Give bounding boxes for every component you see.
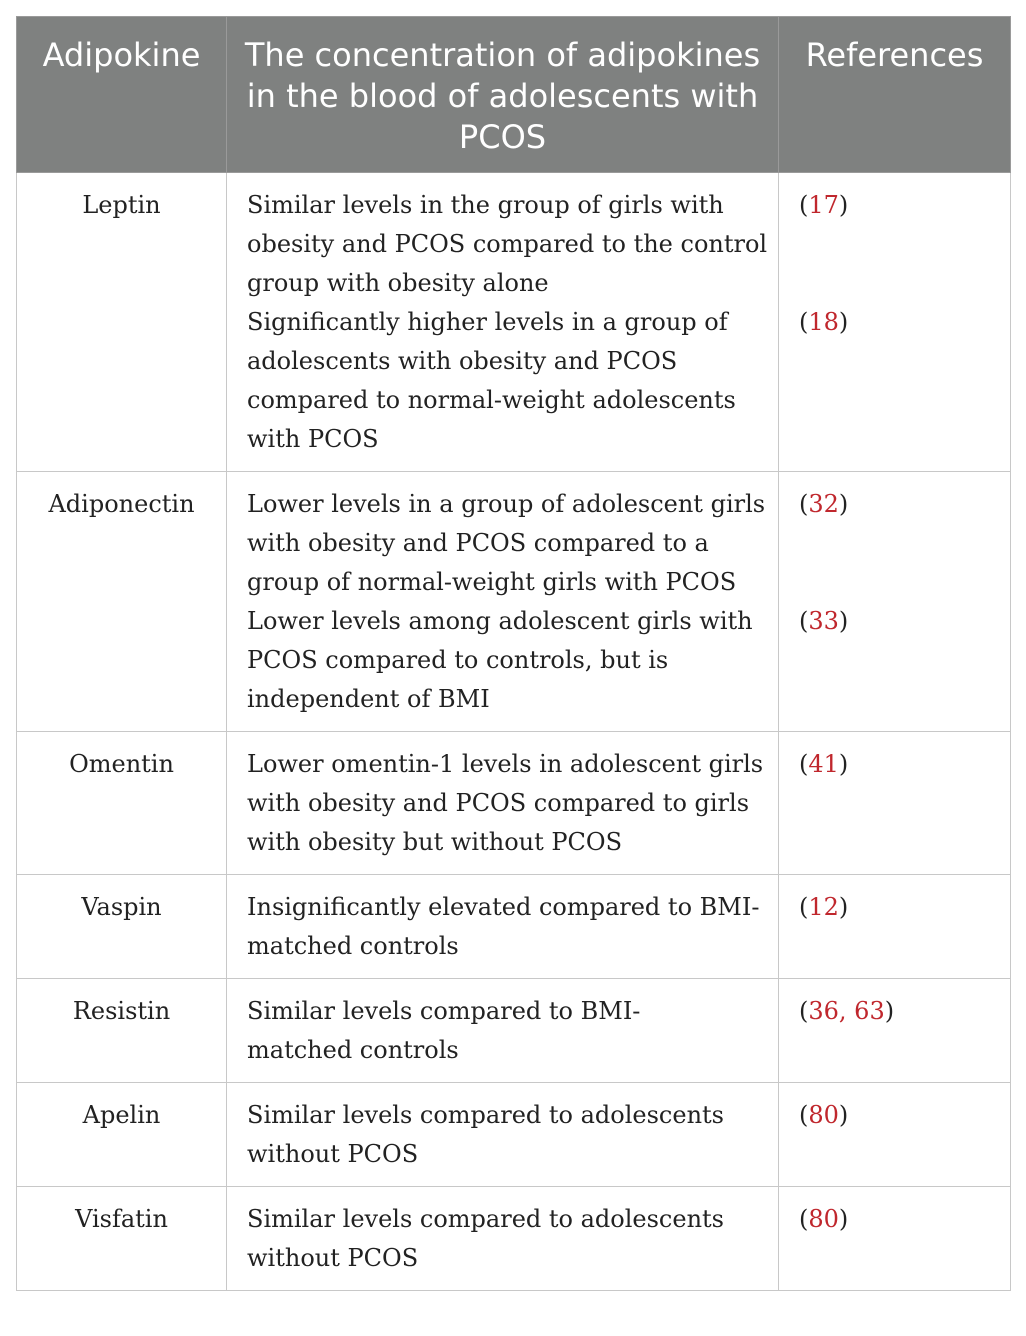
concentration-cell: [227, 875, 779, 979]
concentration-line: obesity and PCOS compared to the control: [247, 230, 768, 258]
reference-link[interactable]: 18: [808, 308, 839, 336]
reference-line: [799, 602, 1000, 641]
concentration-line: with obesity and PCOS compared to a: [247, 529, 709, 557]
adipokine-name: Leptin: [17, 173, 227, 472]
reference-link[interactable]: 80: [808, 1205, 839, 1233]
concentration-line: Lower omentin-1 levels in adolescent girls: [247, 750, 764, 778]
reference-line: [799, 992, 1000, 1031]
adipokine-name: Resistin: [17, 979, 227, 1083]
table-row: [17, 875, 1011, 979]
concentration-line: group of normal-weight girls with PCOS: [247, 568, 737, 596]
reference-line: [799, 381, 1000, 420]
concentration-line: with obesity and PCOS compared to girls: [247, 789, 750, 817]
header-concentration: The concentration of adipokines in the blood of adolescents with PCOS: [227, 17, 779, 173]
reference-link[interactable]: 32: [808, 490, 839, 518]
references-cell: [779, 732, 1011, 875]
reference-line: [799, 342, 1000, 381]
reference-line: [799, 1135, 1000, 1174]
reference-open-paren: (: [799, 1205, 809, 1233]
reference-line: [799, 823, 1000, 862]
concentration-cell: [227, 472, 779, 732]
concentration-line: independent of BMI: [247, 685, 490, 713]
concentration-cell: [227, 1083, 779, 1187]
references-cell: [779, 1187, 1011, 1291]
reference-close-paren: ): [838, 1101, 849, 1129]
reference-close-paren: ): [838, 490, 849, 518]
reference-line: [799, 524, 1000, 563]
concentration-line: Lower levels in a group of adolescent girls: [247, 490, 766, 518]
adipokine-table: [16, 16, 1011, 1291]
concentration-line: adolescents with obesity and PCOS: [247, 347, 678, 375]
adipokine-name: Vaspin: [17, 875, 227, 979]
references-cell: [779, 979, 1011, 1083]
concentration-line: without PCOS: [247, 1244, 419, 1272]
table-row: [17, 173, 1011, 472]
reference-line: [799, 641, 1000, 680]
reference-open-paren: (: [799, 607, 809, 635]
concentration-cell: [227, 173, 779, 472]
reference-link[interactable]: 12: [808, 893, 839, 921]
header-references: References: [779, 17, 1011, 173]
reference-close-paren: ): [838, 750, 849, 778]
concentration-cell: [227, 732, 779, 875]
references-cell: [779, 875, 1011, 979]
reference-open-paren: (: [799, 750, 809, 778]
concentration-line: Insignificantly elevated compared to BMI-: [247, 893, 760, 921]
reference-close-paren: ): [884, 997, 895, 1025]
concentration-cell: [227, 979, 779, 1083]
concentration-line: without PCOS: [247, 1140, 419, 1168]
reference-line: [799, 1031, 1000, 1070]
reference-link[interactable]: 36, 63: [808, 997, 885, 1025]
concentration-line: Lower levels among adolescent girls with: [247, 607, 753, 635]
reference-line: [799, 186, 1000, 225]
reference-link[interactable]: 33: [808, 607, 839, 635]
table-row: [17, 1187, 1011, 1291]
header-row: [17, 17, 1011, 173]
table-row: [17, 732, 1011, 875]
reference-link[interactable]: 17: [808, 191, 839, 219]
concentration-line: matched controls: [247, 932, 459, 960]
concentration-line: group with obesity alone: [247, 269, 549, 297]
concentration-line: compared to normal-weight adolescents: [247, 386, 736, 414]
reference-line: [799, 680, 1000, 719]
reference-link[interactable]: 41: [808, 750, 839, 778]
concentration-line: Similar levels compared to BMI-: [247, 997, 641, 1025]
concentration-line: Similar levels compared to adolescents: [247, 1205, 724, 1233]
reference-close-paren: ): [838, 893, 849, 921]
reference-open-paren: (: [799, 893, 809, 921]
reference-line: [799, 1200, 1000, 1239]
reference-open-paren: (: [799, 1101, 809, 1129]
reference-open-paren: (: [799, 308, 809, 336]
reference-line: [799, 745, 1000, 784]
reference-line: [799, 225, 1000, 264]
adipokine-name: Omentin: [17, 732, 227, 875]
reference-line: [799, 888, 1000, 927]
table-row: [17, 1083, 1011, 1187]
concentration-line: PCOS compared to controls, but is: [247, 646, 669, 674]
concentration-line: with obesity but without PCOS: [247, 828, 623, 856]
reference-close-paren: ): [838, 308, 849, 336]
table-row: [17, 472, 1011, 732]
reference-line: [799, 264, 1000, 303]
header-adipokine: Adipokine: [17, 17, 227, 173]
reference-line: [799, 1096, 1000, 1135]
concentration-line: matched controls: [247, 1036, 459, 1064]
reference-open-paren: (: [799, 490, 809, 518]
reference-close-paren: ): [838, 607, 849, 635]
adipokine-name: Visfatin: [17, 1187, 227, 1291]
concentration-line: with PCOS: [247, 425, 379, 453]
reference-line: [799, 303, 1000, 342]
concentration-line: Significantly higher levels in a group of: [247, 308, 728, 336]
references-cell: [779, 472, 1011, 732]
concentration-line: Similar levels in the group of girls with: [247, 191, 724, 219]
adipokine-name: Apelin: [17, 1083, 227, 1187]
references-cell: [779, 1083, 1011, 1187]
adipokine-name: Adiponectin: [17, 472, 227, 732]
reference-open-paren: (: [799, 997, 809, 1025]
references-cell: [779, 173, 1011, 472]
reference-link[interactable]: 80: [808, 1101, 839, 1129]
reference-line: [799, 420, 1000, 459]
reference-open-paren: (: [799, 191, 809, 219]
reference-close-paren: ): [838, 191, 849, 219]
concentration-cell: [227, 1187, 779, 1291]
reference-line: [799, 1239, 1000, 1278]
reference-line: [799, 563, 1000, 602]
concentration-line: Similar levels compared to adolescents: [247, 1101, 724, 1129]
reference-line: [799, 485, 1000, 524]
reference-close-paren: ): [838, 1205, 849, 1233]
reference-line: [799, 784, 1000, 823]
table-row: [17, 979, 1011, 1083]
reference-line: [799, 927, 1000, 966]
